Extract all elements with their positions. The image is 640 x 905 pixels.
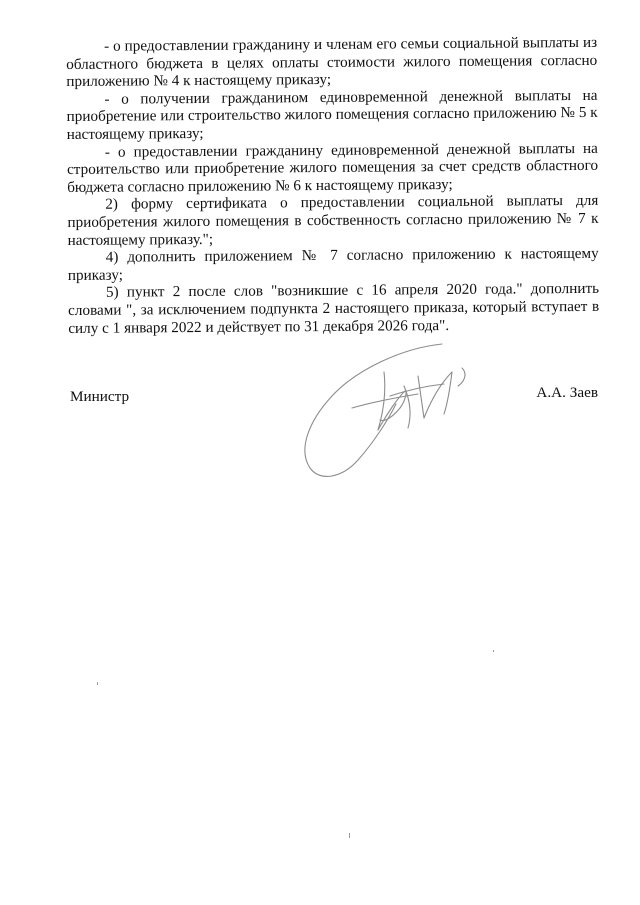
scan-speck	[493, 650, 494, 652]
signatory-role: Министр	[70, 388, 130, 405]
signature-block	[70, 386, 598, 410]
handwritten-signature	[292, 338, 502, 488]
scan-speck	[349, 833, 350, 838]
order-text-body	[66, 34, 599, 337]
signatory-name: А.А. Заев	[536, 384, 598, 401]
paragraph-item-4-subitem: - о предоставлении гражданину и членам его семьи социальной выплаты из областного бюджета в целях оплаты стоимости жилого помещения согласно приложению № 4 к настоящему приказу;	[66, 33, 598, 91]
paragraph-certificate-form: 2) форму сертификата о предоставлении социальной выплаты для приобретения жилого помещения в собственность согласно приложению № 7 к настоящему приказу.";	[67, 192, 599, 249]
paragraph-amend-point-2: 5) пункт 2 после слов "возникшие с 16 апреля 2020 года." дополнить словами ", за исключением подпункта 2 настоящего приказа, который вступает в силу с 1 января 2022 и действует по 31 декабря 2026 года".	[68, 280, 600, 337]
scan-speck	[97, 682, 98, 685]
paragraph-item-6-subitem: - о предоставлении гражданину единовременной денежной выплаты на строительство или приобретение жилого помещения за счет средств областного бюджета согласно приложению № 6 к настоящему приказу;	[66, 139, 599, 196]
paragraph-item-5-subitem: - о получении гражданином единовременной денежной выплаты на приобретение или строительство жилого помещения согласно приложению № 5 к настоящему приказу;	[66, 86, 598, 143]
paragraph-add-appendix: 4) дополнить приложением № 7 согласно приложению к настоящему приказу;	[67, 244, 599, 284]
